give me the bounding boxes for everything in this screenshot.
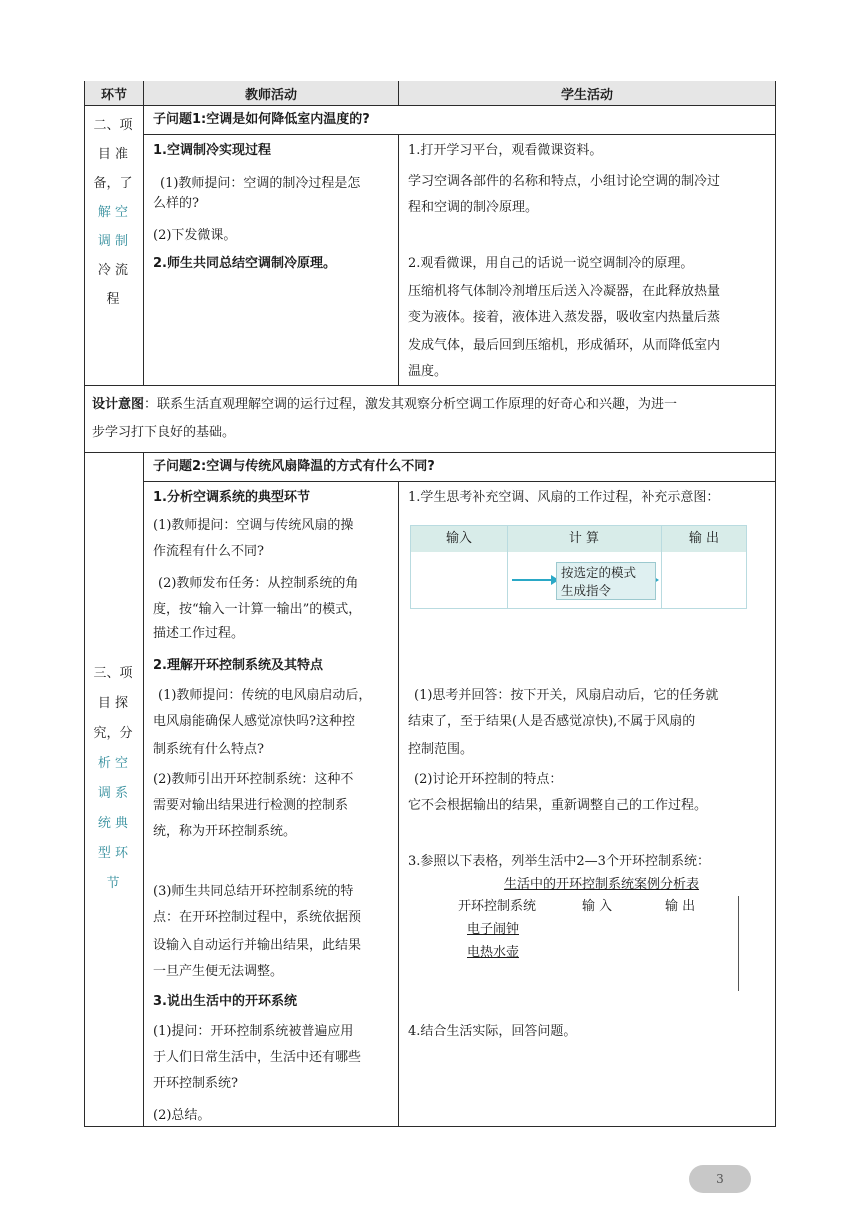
case-table-row: 电热水壶 xyxy=(467,945,520,960)
student-text: 压缩机将气体制冷剂增压后送入冷凝器，在此释放热量 xyxy=(408,284,721,299)
teacher-text: 于人们日常生活中，生活中还有哪些 xyxy=(153,1050,362,1065)
stage-char: 冷 流 xyxy=(97,263,129,278)
teacher-text: (2)教师引出开环控制系统：这种不 xyxy=(153,772,354,787)
flow-diagram xyxy=(410,525,747,609)
stage-char: 调 制 xyxy=(97,234,129,249)
teacher-heading: 3.说出生活中的开环系统 xyxy=(153,994,297,1009)
teacher-text: 作流程有什么不同? xyxy=(153,544,264,559)
student-text: 2.观看微课，用自己的话说一说空调制冷的原理。 xyxy=(408,256,694,271)
student-text: 学习空调各部件的名称和特点，小组讨论空调的制冷过 xyxy=(408,174,721,189)
teacher-heading: 1.空调制冷实现过程 xyxy=(153,143,271,158)
diagram-header-calc: 计 算 xyxy=(568,531,600,546)
teacher-text: 开环控制系统? xyxy=(153,1076,238,1091)
teacher-text: (1)提问：开环控制系统被普遍应用 xyxy=(153,1024,354,1039)
header-student-activity: 学生活动 xyxy=(399,81,775,105)
header-divider xyxy=(84,105,776,106)
stage-char: 目 探 xyxy=(97,696,129,711)
student-text: 3.参照以下表格，列举生活中2—3个开环控制系统： xyxy=(408,854,710,869)
teacher-text: (2)总结。 xyxy=(153,1108,211,1123)
col2-divider-b xyxy=(398,481,399,1127)
student-text: 发成气体，最后回到压缩机，形成循环，从而降低室内 xyxy=(408,338,721,353)
col1-divider-a xyxy=(143,81,144,386)
col2-divider-a xyxy=(398,134,399,386)
design-intent-text: ：联系生活直观理解空调的运行过程，激发其观察分析空调工作原理的好奇心和兴趣，为进一 xyxy=(144,397,678,412)
case-table-col-system: 开环控制系统 xyxy=(458,899,537,914)
student-text: (2)讨论开环控制的特点： xyxy=(414,772,563,787)
teacher-text: 点：在开环控制过程中，系统依据预 xyxy=(153,910,362,925)
design-intent xyxy=(92,393,677,417)
teacher-text: 设输入自动运行并输出结果，此结果 xyxy=(153,938,362,953)
case-table-col-output: 输 出 xyxy=(665,899,696,914)
table-border-right xyxy=(775,81,776,1127)
teacher-text: 描述工作过程。 xyxy=(153,626,245,641)
design-intent-text: 步学习打下良好的基础。 xyxy=(92,425,236,440)
diagram-box-line: 按选定的模式 xyxy=(561,565,637,580)
student-text: (1)思考并回答：按下开关，风扇启动后，它的任务就 xyxy=(414,688,719,703)
teacher-text: 么样的? xyxy=(153,196,199,211)
section2-stage xyxy=(84,659,142,899)
teacher-text: 电风扇能确保人感觉凉快吗?这种控 xyxy=(153,714,355,729)
student-text: 控制范围。 xyxy=(408,742,474,757)
stage-char: 究，分 xyxy=(93,726,133,741)
teacher-text: 度，按“输入一计算一输出”的模式， xyxy=(153,602,362,617)
teacher-text: 需要对输出结果进行检测的控制系 xyxy=(153,798,349,813)
case-table-border xyxy=(738,896,739,991)
student-text: 它不会根据输出的结果，重新调整自己的工作过程。 xyxy=(408,798,708,813)
teacher-heading: 2.师生共同总结空调制冷原理。 xyxy=(153,256,336,271)
diagram-box-line: 生成指令 xyxy=(561,583,612,598)
stage-char: 型 环 xyxy=(97,846,129,861)
subq2-divider xyxy=(143,481,776,482)
diagram-header-output: 输 出 xyxy=(688,531,720,546)
student-text: 4.结合生活实际，回答问题。 xyxy=(408,1024,577,1039)
case-table-col-input: 输 入 xyxy=(582,899,613,914)
stage-char: 三、项 xyxy=(93,666,133,681)
teacher-text: 一旦产生便无法调整。 xyxy=(153,964,284,979)
stage-char: 解 空 xyxy=(97,205,129,220)
design-intent-bottom xyxy=(84,452,776,453)
stage-char: 目 准 xyxy=(97,147,129,162)
student-text: 温度。 xyxy=(408,364,448,379)
teacher-text: (3)师生共同总结开环控制系统的特 xyxy=(153,884,354,899)
header-teacher-activity: 教师活动 xyxy=(144,81,398,105)
subquestion-2: 子问题2:空调与传统风扇降温的方式有什么不同? xyxy=(153,459,435,474)
diagram-calc-box xyxy=(556,562,656,600)
student-text: 变为液体。接着，液体进入蒸发器，吸收室内热量后蒸 xyxy=(408,310,721,325)
diagram-header-input: 输入 xyxy=(445,531,472,546)
stage-char: 析 空 xyxy=(97,756,129,771)
header-stage: 环节 xyxy=(85,81,143,105)
design-intent-label: 设计意图 xyxy=(92,397,145,412)
col1-divider-b xyxy=(143,452,144,1127)
teacher-text: 制系统有什么特点? xyxy=(153,742,264,757)
stage-char: 调 系 xyxy=(97,786,129,801)
stage-char: 备，了 xyxy=(93,176,133,191)
stage-char: 统 典 xyxy=(97,816,129,831)
stage-char: 程 xyxy=(106,292,120,307)
teacher-text: (2)教师发布任务：从控制系统的角 xyxy=(158,576,359,591)
student-text: 1.打开学习平台，观看微课资料。 xyxy=(408,143,603,158)
teacher-text: (1)教师提问：空调的制冷过程是怎 xyxy=(160,176,361,191)
teacher-heading: 2.理解开环控制系统及其特点 xyxy=(153,658,323,673)
teacher-heading: 1.分析空调系统的典型环节 xyxy=(153,490,310,505)
teacher-text: (1)教师提问：空调与传统风扇的操 xyxy=(153,518,354,533)
section1-stage xyxy=(84,111,142,314)
teacher-text: (1)教师提问：传统的电风扇启动后， xyxy=(158,688,372,703)
page-number: 3 xyxy=(689,1165,751,1193)
student-text: 结束了，至于结果(人是否感觉凉快),不属于风扇的 xyxy=(408,714,696,729)
teacher-text: (2)下发微课。 xyxy=(153,228,237,243)
student-text: 1.学生思考补充空调、风扇的工作过程，补充示意图： xyxy=(408,490,720,505)
student-text: 程和空调的制冷原理。 xyxy=(408,200,539,215)
case-table-row: 电子闹钟 xyxy=(467,922,520,937)
subquestion-1: 子问题1:空调是如何降低室内温度的? xyxy=(153,112,370,127)
teacher-text: 统，称为开环控制系统。 xyxy=(153,824,297,839)
stage-char: 二、项 xyxy=(93,118,133,133)
subq1-divider xyxy=(143,134,776,135)
case-table-title: 生活中的开环控制系统案例分析表 xyxy=(504,877,700,892)
stage-char: 节 xyxy=(106,876,120,891)
section1-bottom xyxy=(84,385,776,386)
